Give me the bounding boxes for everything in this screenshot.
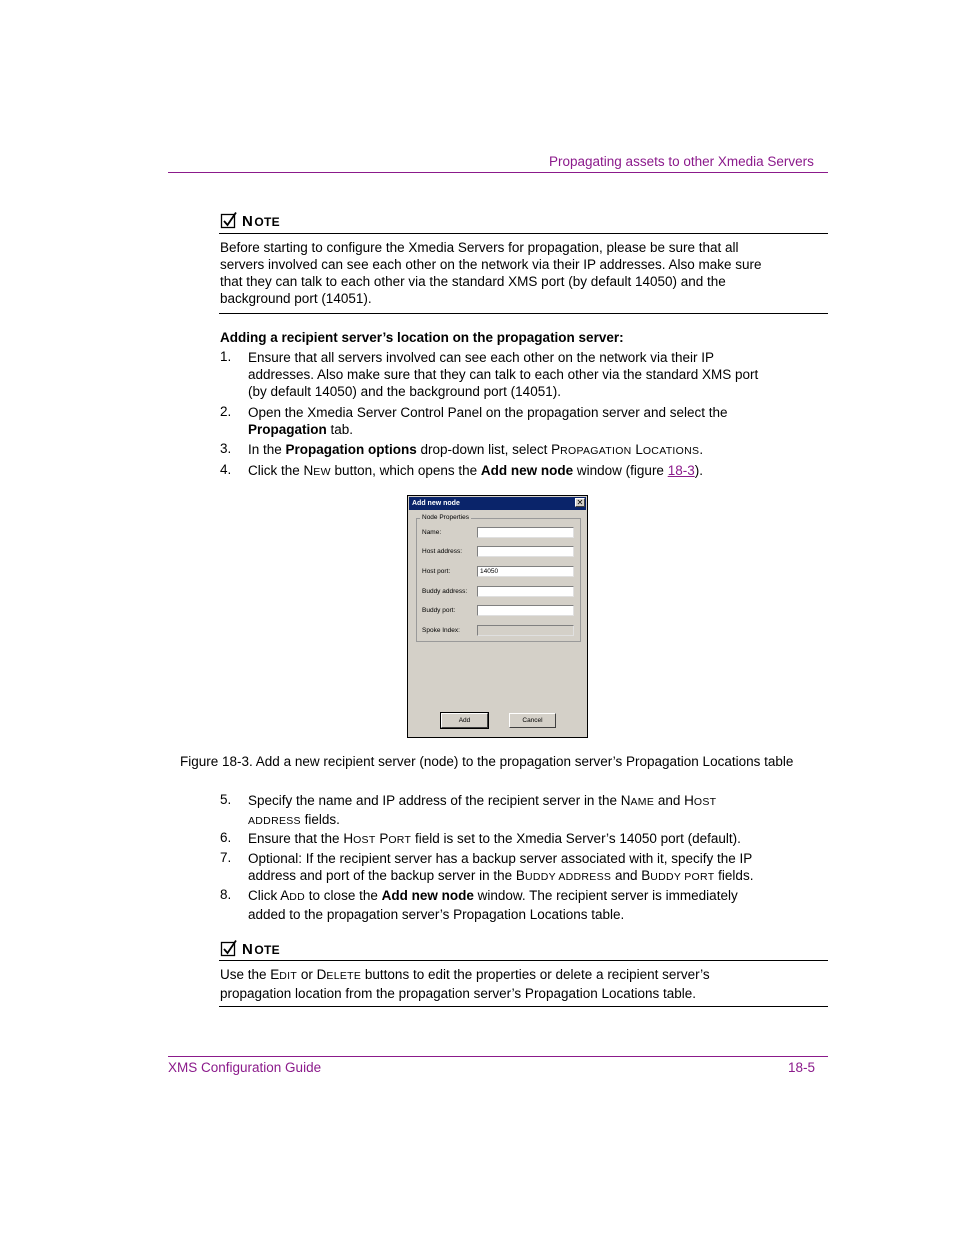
step-text: Ensure that all servers involved can see each other on the network via their IP addresses. Also make sure that they can talk to each other via the standard XMS port (by default 14050) and the background port (14051). [248, 350, 759, 399]
note-text: Before starting to configure the Xmedia Servers for propagation, please be sure that all servers involved can see each other on the network via their IP addresses. Also make sure that they can talk to each other via the standard XMS port (by default 14050) and the background port (14051). [220, 240, 762, 306]
step-number: 2. [220, 404, 232, 419]
cancel-button[interactable]: Cancel [509, 713, 556, 728]
step-text: Click the NEW button, which opens the Add new node window (figure 18-3). [248, 463, 703, 478]
step-number: 8. [220, 887, 232, 902]
add-new-node-dialog [407, 495, 588, 738]
step-text: Optional: If the recipient server has a backup server associated with it, specify the IP address and port of the backup server in the BUDDY ADDRESS and BUDDY PORT fields. [248, 851, 754, 883]
note-rule-bottom [219, 313, 828, 314]
step-text: Specify the name and IP address of the recipient server in the NAME and HOST ADDRESS fields. [248, 793, 717, 827]
step-text: Open the Xmedia Server Control Panel on the propagation server and select the Propagation tab. [248, 405, 728, 437]
host-port-label: Host port: [422, 568, 451, 575]
section-heading: Adding a recipient server’s location on the propagation server: [220, 330, 624, 345]
step-number: 6. [220, 830, 232, 845]
group-label: Node Properties [422, 514, 469, 521]
buddy-address-label: Buddy address: [422, 588, 468, 595]
host-address-label: Host address: [422, 548, 463, 555]
step-number: 5. [220, 792, 232, 807]
host-port-input[interactable]: 14050 [477, 566, 574, 577]
name-input[interactable] [477, 527, 574, 538]
dialog-title: Add new node [409, 497, 586, 510]
add-button[interactable]: Add [441, 713, 488, 728]
name-label: Name: [422, 529, 442, 536]
running-header: Propagating assets to other Xmedia Servers [549, 154, 814, 169]
note-rule-top [219, 960, 828, 961]
step-number: 3. [220, 441, 232, 456]
buddy-port-label: Buddy port: [422, 607, 456, 614]
step-text: Ensure that the HOST PORT field is set to the Xmedia Server’s 14050 port (default). [248, 831, 741, 846]
footer-title: XMS Configuration Guide [168, 1060, 322, 1075]
footer-rule [168, 1056, 828, 1057]
note-heading: NOTE [220, 939, 280, 958]
figure-link[interactable]: 18-3 [667, 463, 695, 478]
page-number: 18-5 [788, 1060, 816, 1075]
checkbox-check-icon [220, 211, 238, 229]
step-number: 7. [220, 850, 232, 865]
step-text: Click ADD to close the Add new node window. The recipient server is immediately added to the propagation server’s Propagation Locations table. [248, 888, 738, 922]
buddy-address-input[interactable] [477, 586, 574, 597]
spoke-index-input [477, 625, 574, 636]
checkbox-check-icon [220, 939, 238, 957]
close-icon[interactable]: ✕ [576, 498, 584, 507]
note-text: Use the EDIT or DELETE buttons to edit the properties or delete a recipient server’s propagation location from the propagation server’s Propagation Locations table. [220, 967, 710, 1001]
note-rule-top [219, 233, 828, 234]
step-number: 1. [220, 349, 232, 364]
buddy-port-input[interactable] [477, 605, 574, 616]
note-heading: NOTE [220, 211, 280, 230]
header-rule [168, 172, 828, 173]
figure-caption: Figure 18-3. Add a new recipient server (node) to the propagation server’s Propagation Locations table [180, 754, 794, 769]
spoke-index-label: Spoke Index: [422, 627, 460, 634]
note-rule-bottom [219, 1006, 828, 1007]
step-text: In the Propagation options drop-down list, select PROPAGATION LOCATIONS. [248, 442, 704, 457]
host-address-input[interactable] [477, 546, 574, 557]
step-number: 4. [220, 462, 232, 477]
